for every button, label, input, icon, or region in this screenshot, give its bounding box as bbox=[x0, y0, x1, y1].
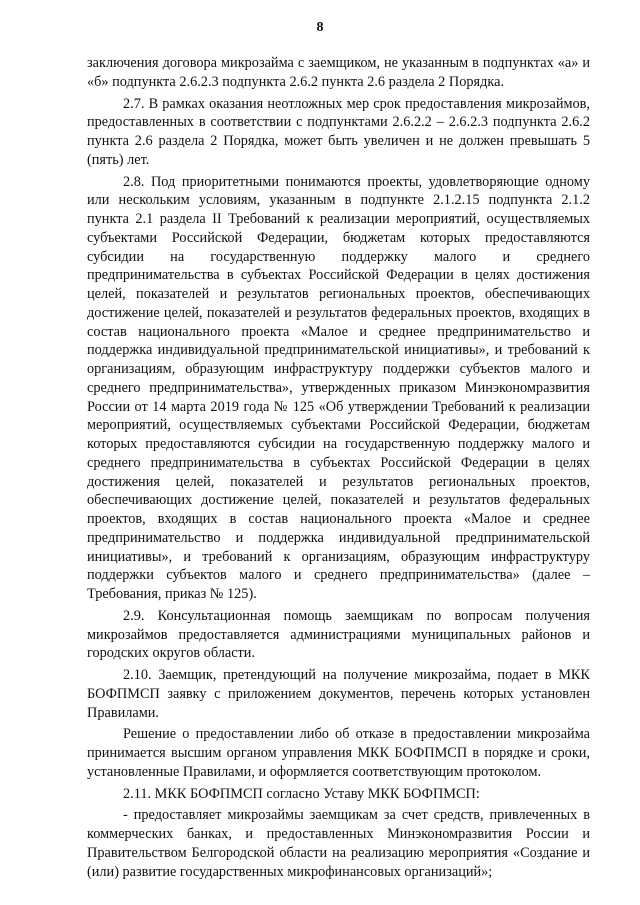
paragraph-decision: Решение о предоставлении либо об отказе в предоставлении микрозайма принимается высшим органом управления МКК БОФПМСП в порядке и сроки, установленные Правилами, и оформляется соответствующим протоколом. bbox=[87, 726, 590, 780]
paragraph-2-7: 2.7. В рамках оказания неотложных мер срок предоставления микрозаймов, предоставленных в соответствии с подпунктами 2.6.2.2 – 2.6.2.3 подпункта 2.6.2 пункта 2.6 раздела 2 Порядка, может быть увеличен и не должен превышать 5 (пять) лет. bbox=[87, 95, 590, 168]
paragraph-bullet-microloans: - предоставляет микрозаймы заемщикам за счет средств, привлеченных в коммерческих банках, и предоставленных Минэкономразвития России и Правительством Белгородской области на реализацию мероприятия «Создание и (или) развитие государственных микрофинансовых организаций»; bbox=[87, 807, 590, 880]
paragraph-continuation: заключения договора микрозайма с заемщиком, не указанным в подпунктах «а» и «б» подпункта 2.6.2.3 подпункта 2.6.2 пункта 2.6 раздела 2 Порядка. bbox=[87, 55, 590, 90]
paragraph-2-10: 2.10. Заемщик, претендующий на получение микрозайма, подает в МКК БОФПМСП заявку с приложением документов, перечень которых установлен Правилами. bbox=[87, 667, 590, 721]
page-number: 8 bbox=[316, 20, 324, 35]
document-body bbox=[87, 54, 590, 881]
paragraph-2-9: 2.9. Консультационная помощь заемщикам по вопросам получения микрозаймов предоставляется администрациями муниципальных районов и городских округов области. bbox=[87, 607, 590, 662]
paragraph-2-11: 2.11. МКК БОФПМСП согласно Уставу МКК БОФПМСП: bbox=[123, 785, 480, 802]
paragraph-2-8: 2.8. Под приоритетными понимаются проекты, удовлетворяющие одному или нескольким условиям, указанным в подпункте 2.1.2.15 подпункта 2.1.2 пункта 2.1 раздела II Требований к реализации мероприятий, осуществляемых субъектами Российской Федерации, бюджетам которых предоставляются субсидии на государственную поддержку малого и среднего предпринимательства в субъектах Российской Федерации в целях достижения целей, показателей и результатов региональных проектов, обеспечивающих достижение целей, показателей и результатов федеральных проектов, входящих в состав национального проекта «Малое и среднее предпринимательство и поддержка индивидуальной предпринимательской инициативы», и требований к организациям, образующим инфраструктуру поддержки субъектов малого и среднего предпринимательства», утвержденных приказом Минэкономразвития России от 14 марта 2019 года № 125 «Об утверждении Требований к реализации мероприятий, осуществляемых субъектами Российской Федерации, бюджетам которых предоставляются субсидии на государственную поддержку малого и среднего предпринимательства в субъектах Российской Федерации в целях достижения целей, показателей и результатов региональных проектов, обеспечивающих достижение целей, показателей и результатов федеральных проектов, входящих в состав национального проекта «Малое и среднее предпринимательство и поддержка индивидуальной предпринимательской инициативы», и требований к организациям, образующим инфраструктуру поддержки субъектов малого и среднего предпринимательства» (далее – Требования, приказ № 125). bbox=[87, 173, 590, 602]
